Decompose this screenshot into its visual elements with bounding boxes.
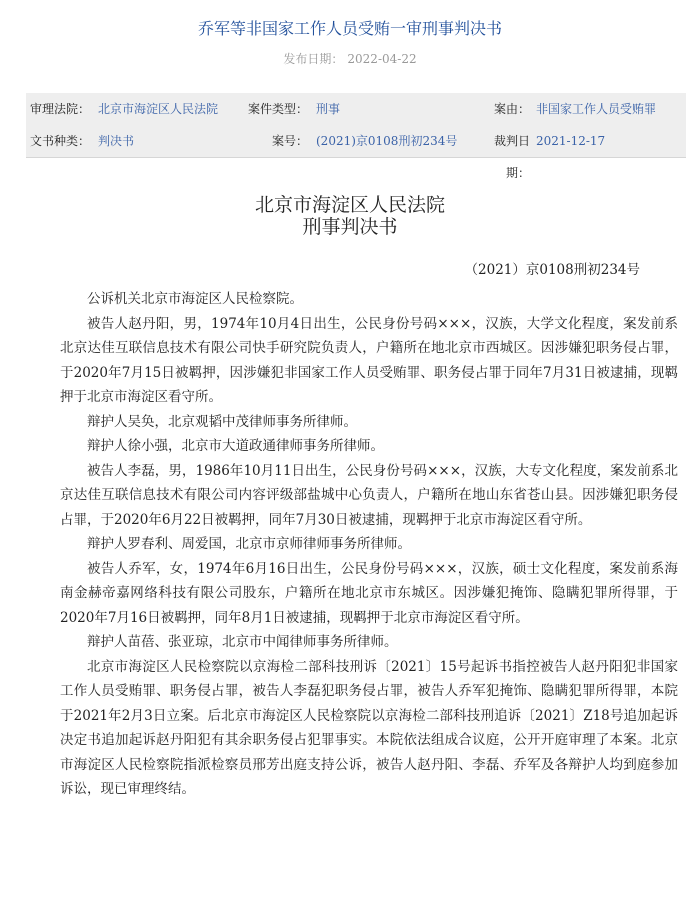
publish-date-label: 发布日期： xyxy=(283,52,344,66)
court-label: 审理法院： xyxy=(30,102,91,116)
document-court-name: 北京市海淀区人民法院 xyxy=(254,194,445,216)
paragraph-defender-miao-zhang: 辩护人苗蓓、张亚琼，北京市中闻律师事务所律师。 xyxy=(87,634,398,650)
document-type: 刑事判决书 xyxy=(302,216,398,238)
cause-label: 案由： xyxy=(493,102,530,116)
meta-row-1 xyxy=(26,93,686,125)
publish-date-value: 2022-04-22 xyxy=(347,52,417,66)
publish-date xyxy=(0,50,700,68)
meta-row-2 xyxy=(26,125,686,180)
case-meta-panel xyxy=(26,93,686,180)
case-type-label: 案件类型： xyxy=(248,102,309,116)
page-title: 乔军等非国家工作人员受贿一审刑事判决书 xyxy=(197,19,502,38)
doc-kind-value: 判决书 xyxy=(98,134,135,148)
judge-date-value: 2021-12-17 xyxy=(536,134,606,148)
cause-value: 非国家工作人员受贿罪 xyxy=(536,102,657,116)
court-value: 北京市海淀区人民法院 xyxy=(98,102,219,116)
paragraph-defender-luo-zhou: 辩护人罗春利、周爱国，北京市京师律师事务所律师。 xyxy=(87,536,411,552)
case-no-label: 案号： xyxy=(271,134,308,148)
paragraph-defendant-qiao: 被告人乔军，女，1974年6月16日出生，公民身份号码×××，汉族，硕士文化程度，案发前系海南金赫帝嘉网络科技有限公司股东，户籍所在地北京市东城区。因涉嫌犯掩饰、隐瞒犯罪所得罪，于2020年7月16日被羁押，同年8月1日被逮捕，现羁押于北京市海淀区看守所。 xyxy=(60,560,678,626)
paragraph-defender-xu: 辩护人徐小强，北京市大道政通律师事务所律师。 xyxy=(87,438,384,454)
case-no-value: (2021)京0108刑初234号 xyxy=(316,134,458,148)
case-type-value: 刑事 xyxy=(316,102,341,116)
paragraph-prosecutor: 公诉机关北京市海淀区人民检察院。 xyxy=(87,291,303,307)
paragraph-defendant-li: 被告人李磊，男，1986年10月11日出生，公民身份号码×××，汉族，大专文化程度，案发前系北京达佳互联信息技术有限公司内容评级部盐城中心负责人，户籍所在地山东省苍山县。因涉嫌犯职务侵占罪，于2020年6月22日被羁押，同年7月30日被逮捕，现羁押于北京市海淀区看守所。 xyxy=(60,462,678,528)
paragraph-defender-wu: 辩护人吴奂，北京观韬中茂律师事务所律师。 xyxy=(87,413,357,430)
document-body xyxy=(60,287,678,802)
paragraph-procedure: 北京市海淀区人民检察院以京海检二部科技刑诉〔2021〕15号起诉书指控被告人赵丹阳犯非国家工作人员受贿罪、职务侵占罪，被告人李磊犯职务侵占罪，被告人乔军犯掩饰、隐瞒犯罪所得罪，本院于2021年2月3日立案。后北京市海淀区人民检察院以京海检二部科技刑追诉〔2021〕Z18号追加起诉决定书追加起诉赵丹阳犯有其余职务侵占犯罪事实。本院依法组成合议庭，公开开庭审理了本案。北京市海淀区人民检察院指派检察员邢芳出庭支持公诉，被告人赵丹阳、李磊、乔军及各辩护人均到庭参加诉讼，现已审理终结。 xyxy=(60,658,678,797)
paragraph-defendant-zhao: 被告人赵丹阳，男，1974年10月4日出生，公民身份号码×××，汉族，大学文化程度，案发前系北京达佳互联信息技术有限公司快手研究院负责人，户籍所在地北京市西城区。因涉嫌犯职务侵占罪，于2020年7月15日被羁押，因涉嫌犯非国家工作人员受贿罪、职务侵占罪于同年7月31日被逮捕，现羁押于北京市海淀区看守所。 xyxy=(60,315,678,405)
doc-kind-label: 文书种类： xyxy=(30,134,91,148)
judge-date-label: 裁判日期： xyxy=(493,134,530,180)
document-case-number: （2021）京0108刑初234号 xyxy=(464,262,640,278)
